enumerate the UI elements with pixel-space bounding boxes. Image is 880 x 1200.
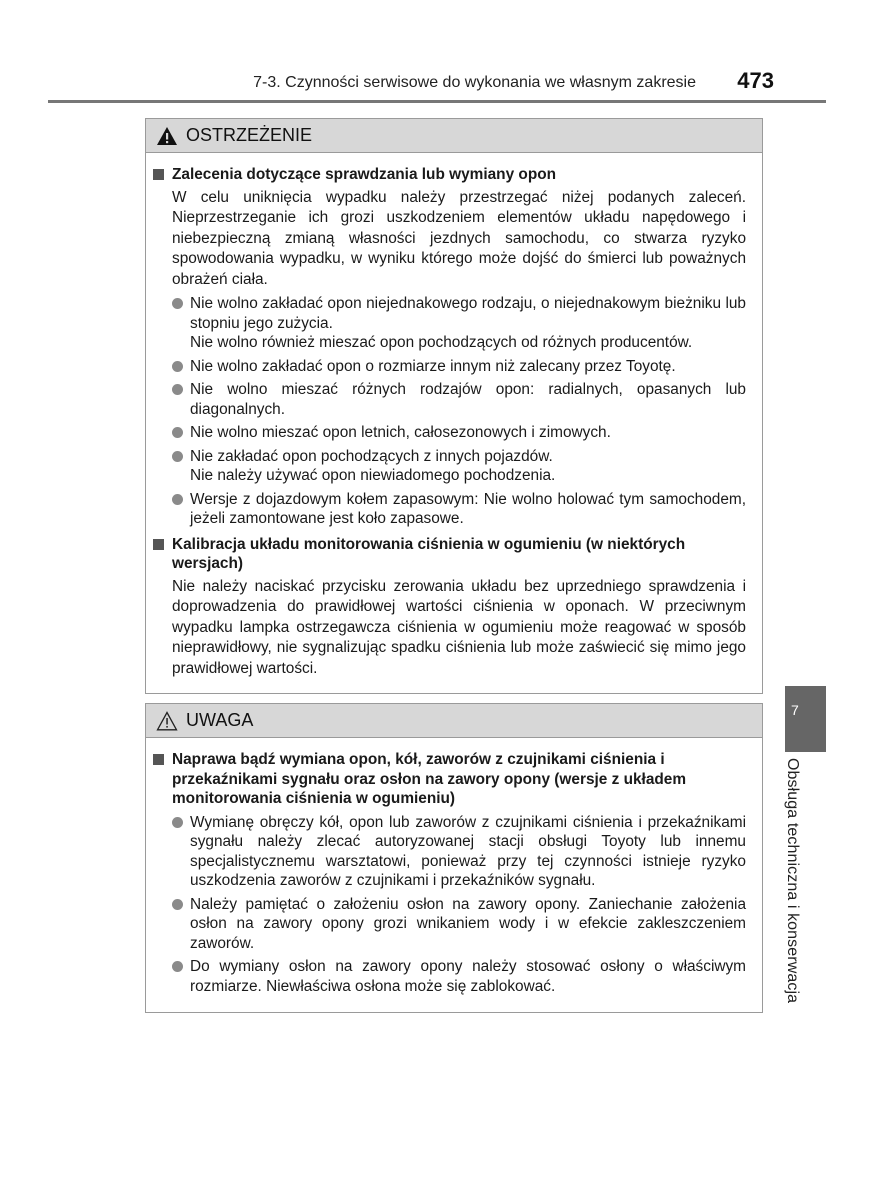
list-item bbox=[172, 423, 746, 443]
circle-bullet-icon bbox=[172, 298, 183, 309]
chapter-title: Obsługa techniczna i konserwacja bbox=[784, 758, 801, 1004]
heading-text: Naprawa bądź wymiana opon, kół, zaworów z czujnikami ciśnienia i przekaźnikami sygnału oraz osłon na zawory opony (wersje z układem monitorowania ciśnienia w ogumieniu) bbox=[172, 751, 687, 807]
section-heading bbox=[150, 165, 746, 185]
list-item bbox=[172, 813, 746, 891]
bullet-list bbox=[172, 813, 746, 997]
warning-header bbox=[146, 119, 762, 153]
page-header bbox=[48, 68, 826, 102]
heading-text: Kalibracja układu monitorowania ciśnienia w ogumieniu (w niektórych wersjach) bbox=[172, 535, 686, 572]
bullet-list bbox=[172, 294, 746, 529]
page-number: 473 bbox=[737, 68, 774, 93]
circle-bullet-icon bbox=[172, 817, 183, 828]
warning-triangle-icon bbox=[156, 126, 178, 146]
section-heading bbox=[150, 750, 746, 809]
warning-box bbox=[145, 118, 763, 694]
caution-box bbox=[145, 703, 763, 1013]
bullet-text: Nie wolno zakładać opon niejednakowego rodzaju, o niejednakowym bieżniku lub stopniu jego zużycia. bbox=[190, 295, 746, 332]
bullet-text: Nie wolno również mieszać opon pochodzących od różnych producentów. bbox=[190, 334, 693, 351]
list-item bbox=[172, 357, 746, 377]
caution-triangle-icon bbox=[156, 711, 178, 731]
list-item bbox=[172, 895, 746, 954]
square-bullet-icon bbox=[153, 169, 164, 180]
bullet-text: Nie wolno zakładać opon o rozmiarze innym niż zalecany przez Toyotę. bbox=[190, 357, 676, 375]
warning-title: OSTRZEŻENIE bbox=[186, 125, 313, 145]
bullet-text: Nie zakładać opon pochodzących z innych pojazdów. bbox=[190, 447, 553, 465]
chapter-tab: 7 bbox=[785, 686, 826, 752]
bullet-text: Wersje z dojazdowym kołem zapasowym: Nie wolno holować tym samochodem, jeżeli zamontowane jest koło zapasowe. bbox=[190, 490, 746, 527]
bullet-text: Wymianę obręczy kół, opon lub zaworów z czujnikami ciśnienia i przekaźnikami sygnału należy zlecać autoryzowanej stacji obsługi Toyoty lub innemu specjalistycznemu warsztatowi, ponieważ przy tej czynności istnieje ryzyko uszkodzenia zaworów z czujnikami i przekaźników sygnału. bbox=[190, 813, 746, 889]
list-item bbox=[172, 447, 746, 486]
section-heading bbox=[150, 535, 746, 574]
square-bullet-icon bbox=[153, 754, 164, 765]
list-item bbox=[172, 380, 746, 419]
paragraph: Nie należy naciskać przycisku zerowania układu bez uprzedniego sprawdzenia i doprowadzenia do prawidłowej wartości ciśnienia w oponach. W przeciwnym wypadku lampka ostrzegawcza ciśnienia w ogumieniu może reagować w sposób nieprawidłowy, nie sygnalizując spadku ciśnienia lub może zaświecić się mimo jego prawidłowej wartości. bbox=[172, 577, 746, 677]
circle-bullet-icon bbox=[172, 384, 183, 395]
bullet-text: Nie należy używać opon niewiadomego pochodzenia. bbox=[190, 467, 556, 484]
bullet-text: Nie wolno mieszać opon letnich, całosezonowych i zimowych. bbox=[190, 424, 611, 441]
bullet-text: Do wymiany osłon na zawory opony należy stosować osłony o właściwym rozmiarze. Niewłaściwa osłona może się zablokować. bbox=[190, 958, 746, 995]
circle-bullet-icon bbox=[172, 899, 183, 910]
caution-header bbox=[146, 704, 762, 738]
section-title: 7-3. Czynności serwisowe do wykonania we własnym zakresie bbox=[253, 74, 696, 91]
list-item bbox=[172, 957, 746, 996]
square-bullet-icon bbox=[153, 539, 164, 550]
circle-bullet-icon bbox=[172, 451, 183, 462]
paragraph: W celu uniknięcia wypadku należy przestrzegać niżej podanych zaleceń. Nieprzestrzeganie ich grozi uszkodzeniem elementów układu napędowego i niebezpieczną zmianą własności jezdnych samochodu, co stwarza ryzyko spowodowania wypadku, w wyniku którego może dojść do śmierci lub poważnych obrażeń ciała. bbox=[172, 188, 746, 288]
header-divider bbox=[48, 100, 826, 103]
heading-text: Zalecenia dotyczące sprawdzania lub wymiany opon bbox=[172, 166, 557, 183]
circle-bullet-icon bbox=[172, 961, 183, 972]
circle-bullet-icon bbox=[172, 494, 183, 505]
circle-bullet-icon bbox=[172, 427, 183, 438]
list-item bbox=[172, 294, 746, 353]
caution-title: UWAGA bbox=[186, 710, 254, 730]
bullet-text: Należy pamiętać o założeniu osłon na zawory opony. Zaniechanie założenia osłon na zawory opony grozi wnikaniem wody i w efekcie zakleszczeniem zaworów. bbox=[190, 895, 746, 952]
list-item bbox=[172, 490, 746, 529]
circle-bullet-icon bbox=[172, 361, 183, 372]
bullet-text: Nie wolno mieszać różnych rodzajów opon: radialnych, opasanych lub diagonalnych. bbox=[190, 381, 746, 418]
